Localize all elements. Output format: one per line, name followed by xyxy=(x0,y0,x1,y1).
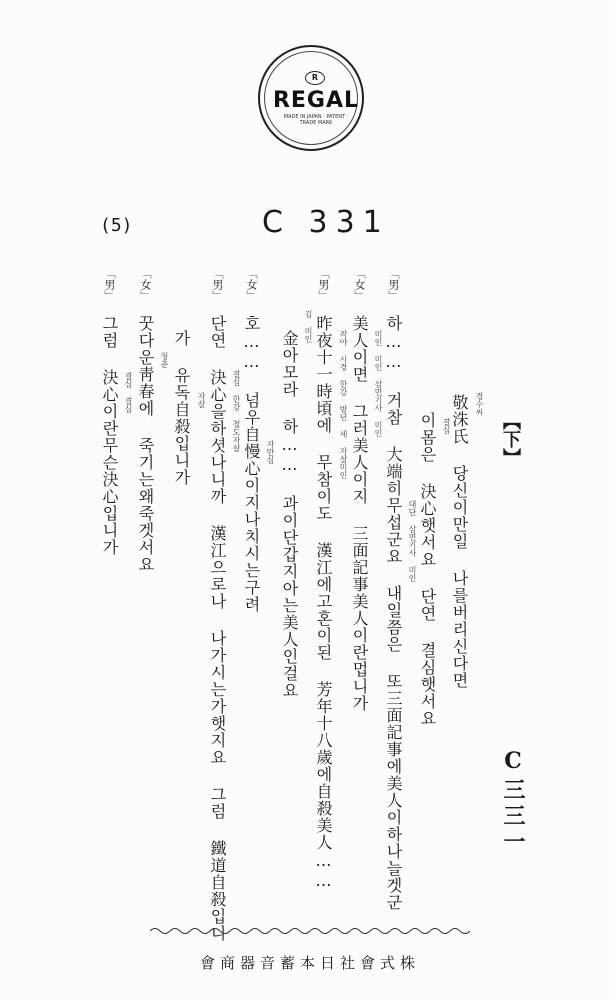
brand-name: REGAL xyxy=(272,88,360,113)
line-text: 그럼 決心이란무슨決心입니가 xyxy=(100,315,119,556)
ruby-annotation: 작야 시경 한강 방년 세 자살미인 xyxy=(339,330,348,479)
script-line-8 xyxy=(204,268,230,942)
speaker-label: 「女」 xyxy=(139,268,152,301)
speaker-label: 「女」 xyxy=(353,268,366,301)
record-label-ring xyxy=(264,51,358,145)
line-text: 美人이면 그러美人이지 三面記事美人이란멉니가 xyxy=(350,315,369,712)
script-line-11 xyxy=(96,268,122,556)
line-text: 가 유독自殺입니가 xyxy=(172,330,191,486)
line-text: 이몸은 決心햇서요 단연 결심햇서요 xyxy=(418,412,437,727)
ruby-annotation: 경수씨 xyxy=(475,392,484,416)
speaker-label: 「男」 xyxy=(387,268,400,301)
footer-publisher: 會商器音蓄本日社會式株 xyxy=(199,954,420,972)
script-line-5 xyxy=(310,268,336,891)
script-line-1 xyxy=(446,284,472,689)
script-line-3 xyxy=(380,268,406,911)
script-line-2 xyxy=(414,284,440,727)
catalog-number: C 331 xyxy=(262,205,390,240)
line-text: 호…… 넘우自慢心이지나치시는구려 xyxy=(242,315,261,613)
speaker-label: 「男」 xyxy=(317,268,330,301)
line-text: 金아모라 하…… 과이단갑지아는美人인걸요 xyxy=(280,330,299,699)
ruby-annotation: 자만심 xyxy=(266,440,275,464)
ruby-annotation: 미인 미인 삼면기사 미인 xyxy=(374,330,383,437)
line-text: 昨夜十一時頃에 무참이도 漢江에고혼이된 芳年十八歲에自殺美人…… xyxy=(314,315,333,891)
line-text: 敬洙氏 당신이만일 나를버리신다면 xyxy=(450,394,469,689)
ruby-annotation: 청춘 xyxy=(160,352,169,368)
speaker-label: 「女」 xyxy=(245,268,258,301)
footer-wavy-rule xyxy=(150,926,470,936)
ruby-annotation: 자살 xyxy=(197,392,206,408)
script-line-7 xyxy=(238,268,264,613)
line-text: 꿋다운靑春에 죽기는왜죽겟서요 xyxy=(136,315,155,573)
page-number: (5) xyxy=(100,215,133,236)
ruby-annotation: 김 미인 xyxy=(304,310,313,343)
record-label xyxy=(258,45,364,151)
script-line-10 xyxy=(132,268,158,573)
brand-fine-print: MADE IN JAPAN · PATENT · TRADE MARK xyxy=(283,114,349,126)
script-line-6 xyxy=(276,330,302,699)
side-catalog-number: C三三一 xyxy=(500,748,526,856)
script-line-9 xyxy=(168,330,194,486)
brand-mark-icon: R xyxy=(305,71,325,85)
ruby-annotation: 결심 결심 xyxy=(124,372,133,413)
line-text: 하…… 거참 大端히무섭군요 내일쯤은 또三面記事에美人이하나늘겟군 xyxy=(384,315,403,911)
ruby-annotation: 결심 한강 철도자살 xyxy=(232,370,241,452)
ruby-annotation: 결심 xyxy=(442,418,451,434)
script-line-4 xyxy=(346,268,372,712)
part-label: 【下】 xyxy=(500,412,521,466)
ruby-annotation: 대단 삼면기사 미인 xyxy=(408,500,417,582)
line-text: 단연 決心을하셧나니까 漢江으로나 나가시는가햇지요 그럼 鐵道自殺입니 xyxy=(208,315,227,942)
speaker-label: 「男」 xyxy=(211,268,224,301)
speaker-label: 「男」 xyxy=(103,268,116,301)
